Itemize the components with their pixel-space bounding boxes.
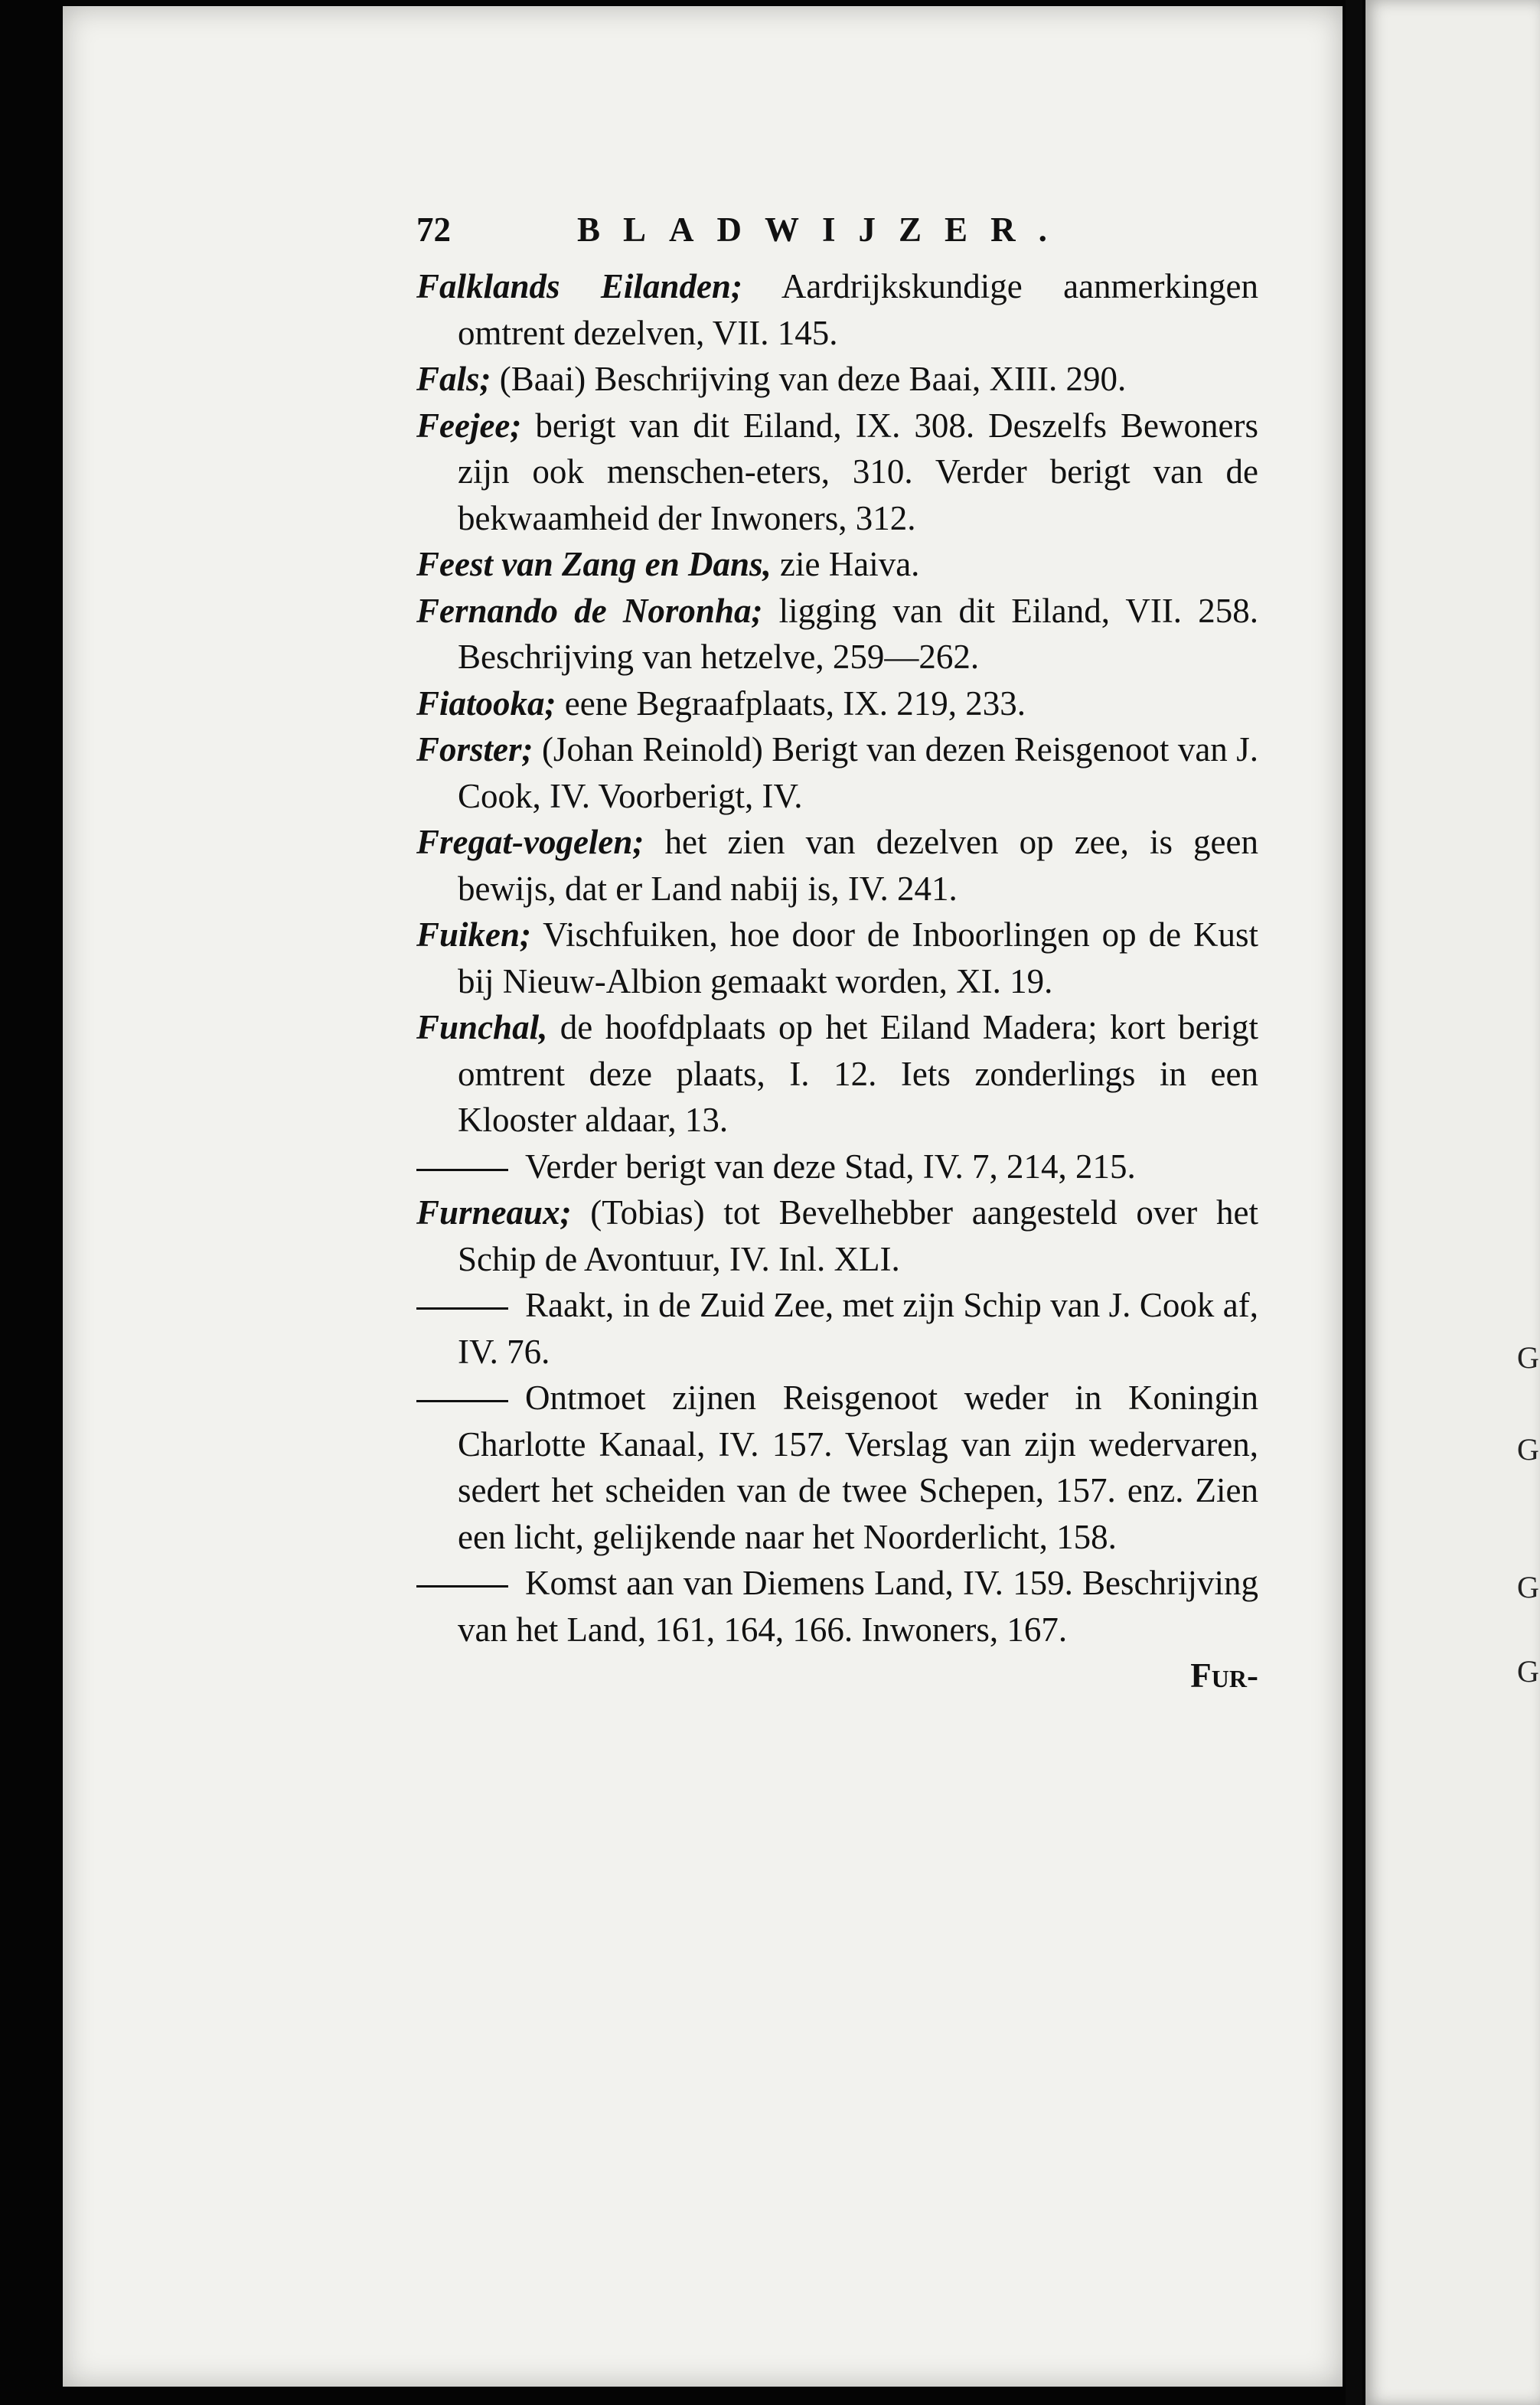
entry-text: Raakt, in de Zuid Zee, met zijn Schip van J. Cook af, IV. 76. — [458, 1286, 1258, 1371]
entry-heading: Falklands Eilanden; — [416, 267, 742, 305]
ditto-dash — [416, 1307, 508, 1310]
ditto-dash — [416, 1585, 508, 1588]
entry-text: Ontmoet zijnen Reisgenoot weder in Koningin Charlotte Kanaal, IV. 157. Verslag van zijn wedervaren, sedert het scheiden van de twee Schepen, 157. enz. Zien een licht, gelijkende naar het Noorderlicht, 158. — [458, 1379, 1258, 1556]
index-entry — [416, 912, 1258, 1004]
entry-text: ligging van dit Eiland, VII. 258. Beschrijving van hetzelve, 259—262. — [458, 591, 1258, 676]
index-entry — [416, 1189, 1258, 1282]
page-header — [416, 207, 1258, 254]
running-title: BLADWIJZER. — [577, 210, 1070, 249]
index-entries — [416, 263, 1258, 1653]
entry-heading: Fiatooka; — [416, 684, 556, 723]
entry-heading: Forster; — [416, 730, 533, 768]
index-entry — [416, 680, 1258, 727]
edge-letter: G — [1517, 1340, 1539, 1375]
page-number: 72 — [416, 210, 451, 249]
entry-text: berigt van dit Eiland, IX. 308. Deszelfs Bewoners zijn ook menschen-eters, 310. Verder berigt van de bekwaamheid der Inwoners, 312. — [458, 406, 1258, 537]
entry-heading: Furneaux; — [416, 1193, 572, 1232]
index-subentry — [416, 1282, 1258, 1375]
index-subentry — [416, 1144, 1258, 1190]
entry-text: Komst aan van Diemens Land, IV. 159. Beschrijving van het Land, 161, 164, 166. Inwoners, 167. — [458, 1564, 1258, 1649]
entry-heading: Feest van Zang en Dans, — [416, 545, 772, 583]
ditto-dash — [416, 1169, 508, 1171]
index-entry — [416, 403, 1258, 542]
index-entry — [416, 356, 1258, 403]
edge-letter: G — [1517, 1570, 1539, 1604]
entry-text: (Baai) Beschrijving van deze Baai, XIII. 290. — [491, 360, 1127, 398]
edge-letter: G — [1517, 1432, 1539, 1467]
index-entry — [416, 588, 1258, 680]
entry-text: zie Haiva. — [771, 545, 920, 583]
entry-heading: Fuiken; — [416, 915, 532, 954]
index-entry — [416, 263, 1258, 356]
book-gutter — [1346, 0, 1362, 2405]
index-page — [63, 6, 1343, 2387]
entry-text: Vischfuiken, hoe door de Inboorlingen op de Kust bij Nieuw-Albion gemaakt worden, XI. 19. — [458, 915, 1258, 1000]
index-subentry — [416, 1375, 1258, 1560]
entry-heading: Fregat-vogelen; — [416, 823, 644, 861]
edge-letter: G — [1517, 1654, 1539, 1689]
entry-heading: Funchal, — [416, 1008, 548, 1046]
entry-text: (Tobias) tot Bevelhebber aangesteld over het Schip de Avontuur, IV. Inl. XLI. — [458, 1193, 1258, 1278]
index-entry — [416, 1004, 1258, 1144]
facing-page-edge — [1365, 0, 1540, 2405]
entry-text: eene Begraafplaats, IX. 219, 233. — [556, 684, 1026, 723]
entry-text: Aardrijkskundige aanmerkingen omtrent dezelven, VII. 145. — [458, 267, 1258, 352]
entry-text: (Johan Reinold) Berigt van dezen Reisgenoot van J. Cook, IV. Voorberigt, IV. — [458, 730, 1258, 815]
entry-heading: Fals; — [416, 360, 491, 398]
index-subentry — [416, 1560, 1258, 1653]
index-entry — [416, 541, 1258, 588]
catchword: Fur- — [1190, 1656, 1258, 1695]
entry-text: Verder berigt van deze Stad, IV. 7, 214, 215. — [525, 1147, 1136, 1186]
entry-heading: Feejee; — [416, 406, 522, 445]
entry-heading: Fernando de Noronha; — [416, 591, 763, 630]
entry-text: de hoofdplaats op het Eiland Madera; kort berigt omtrent deze plaats, I. 12. Iets zonderlings in een Klooster aldaar, 13. — [458, 1008, 1258, 1139]
entry-text: het zien van dezelven op zee, is geen bewijs, dat er Land nabij is, IV. 241. — [458, 823, 1258, 908]
index-entry — [416, 819, 1258, 912]
ditto-dash — [416, 1400, 508, 1402]
index-text-block — [416, 207, 1258, 1699]
index-entry — [416, 726, 1258, 819]
